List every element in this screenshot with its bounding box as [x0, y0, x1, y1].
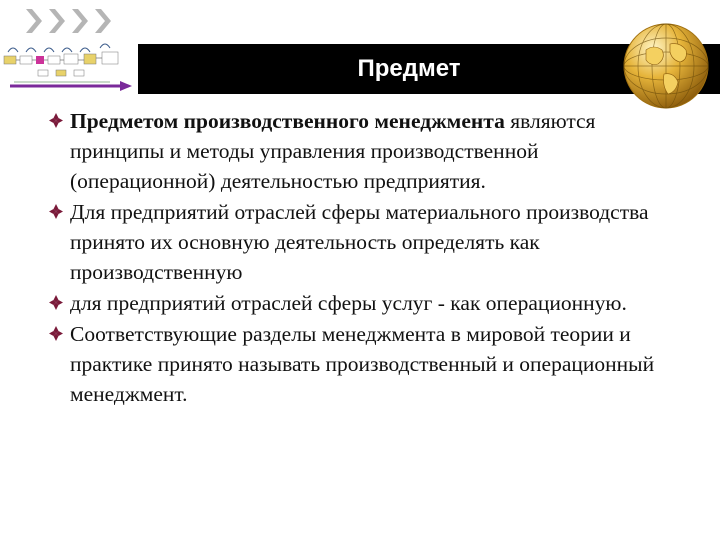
diamond-bullet-icon: [48, 325, 64, 342]
chevron-arrows-icon: [24, 8, 113, 34]
list-item: [48, 288, 688, 318]
list-item: [48, 197, 688, 287]
golden-globe-icon: [620, 20, 712, 112]
list-item: [48, 319, 688, 409]
bullet-lead-text: Предметом производственного менеджмента: [70, 109, 505, 133]
bullet-list: [48, 106, 688, 409]
bullet-text: являются принципы и методы управления производственной (операционной) деятельностью предприятия.: [70, 109, 596, 193]
diamond-bullet-icon: [48, 203, 64, 220]
diamond-bullet-icon: [48, 112, 64, 129]
bullet-text: Для предприятий отраслей сферы материального производства принято их основную деятельность определять как производственную: [70, 200, 649, 284]
diamond-bullet-icon: [48, 294, 64, 311]
bullet-text: Соответствующие разделы менеджмента в мировой теории и практике принято называть производственный и операционный менеджмент.: [70, 322, 655, 406]
list-item: [48, 106, 688, 196]
page-title: Предмет: [357, 55, 461, 82]
bullet-text: для предприятий отраслей сферы услуг - как операционную.: [70, 291, 627, 315]
process-diagram-thumbnail: [0, 42, 138, 94]
